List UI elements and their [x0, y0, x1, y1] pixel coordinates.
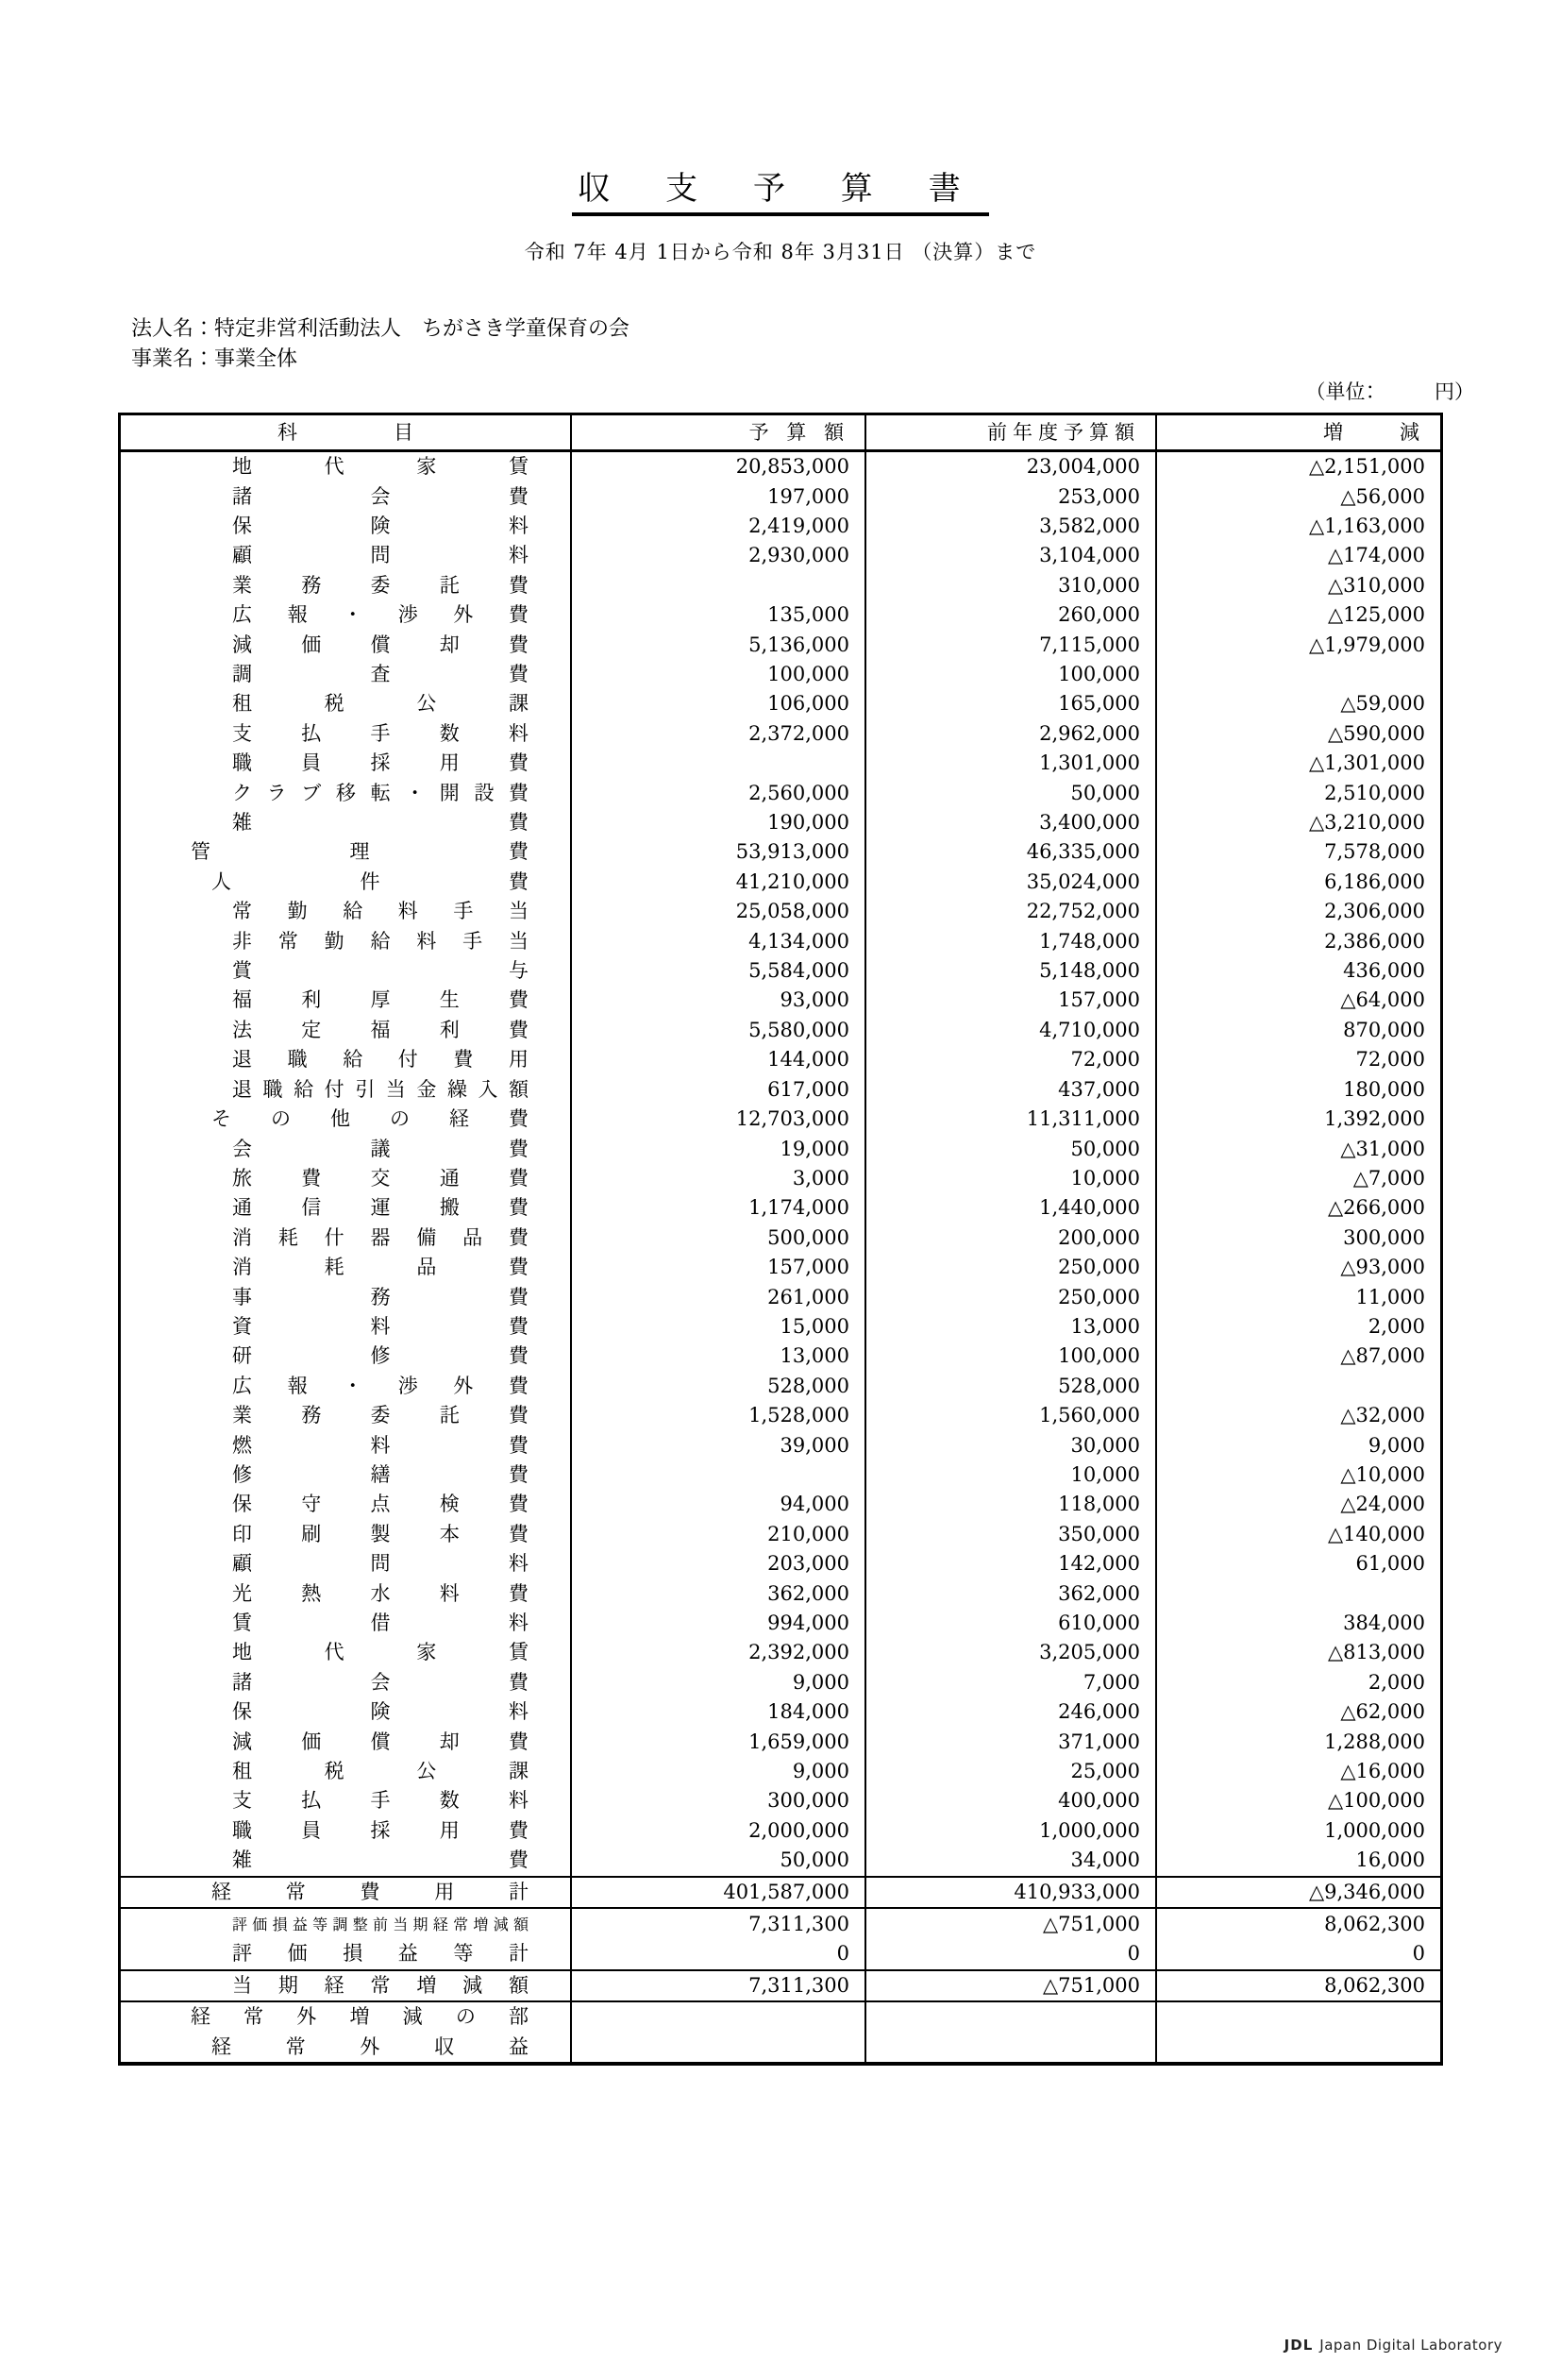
table-row [121, 1105, 1440, 1134]
table-row [121, 1372, 1440, 1401]
currency-unit-note: （単位： 円） [1305, 380, 1474, 404]
row-item-name: 資料費 [232, 1314, 529, 1338]
row-change-amount: 61,000 [1156, 1549, 1440, 1578]
row-change-amount: △62,000 [1156, 1697, 1440, 1727]
row-change-amount: △813,000 [1156, 1638, 1440, 1667]
row-current-budget: 210,000 [571, 1520, 865, 1549]
table-row [121, 1224, 1440, 1253]
row-item-name: 広報・渉外費 [232, 603, 529, 627]
row-change-amount [1156, 2001, 1440, 2032]
row-previous-budget: 23,004,000 [865, 451, 1156, 482]
organization-info [0, 314, 1561, 375]
table-row [121, 689, 1440, 718]
row-change-amount: 0 [1156, 1939, 1440, 1969]
business-name: 事業名：事業全体 [131, 347, 298, 372]
row-current-budget [571, 571, 865, 600]
column-header-current-budget: 予 算 額 [571, 415, 865, 451]
row-change-amount: △1,163,000 [1156, 512, 1440, 541]
row-current-budget: 1,174,000 [571, 1193, 865, 1223]
row-current-budget: 5,136,000 [571, 631, 865, 660]
table-row [121, 1164, 1440, 1193]
row-change-amount: △1,979,000 [1156, 631, 1440, 660]
title-container [0, 172, 1561, 216]
row-item-name: 退職給付引当金繰入額 [232, 1077, 529, 1101]
row-item-name: 保険料 [232, 514, 529, 537]
row-change-amount: △16,000 [1156, 1757, 1440, 1786]
table-row [121, 1075, 1440, 1105]
table-row [121, 1939, 1440, 1969]
row-item-name: 旅費交通費 [232, 1166, 529, 1190]
table-row [121, 1786, 1440, 1815]
row-current-budget: 144,000 [571, 1045, 865, 1074]
table-row [121, 1816, 1440, 1846]
row-item-name: 租税公課 [232, 1760, 529, 1783]
table-row [121, 600, 1440, 630]
row-previous-budget: 1,560,000 [865, 1401, 1156, 1430]
table-row [121, 1253, 1440, 1282]
row-current-budget: 2,419,000 [571, 512, 865, 541]
row-current-budget: 20,853,000 [571, 451, 865, 482]
budget-table [121, 415, 1440, 2062]
table-row [121, 1045, 1440, 1074]
row-change-amount: 1,288,000 [1156, 1728, 1440, 1757]
table-body [121, 451, 1440, 2062]
row-change-amount: △3,210,000 [1156, 808, 1440, 837]
column-header-change: 増 減 [1156, 415, 1440, 451]
row-current-budget: 5,584,000 [571, 956, 865, 986]
row-previous-budget: 253,000 [865, 482, 1156, 512]
row-previous-budget: 7,000 [865, 1668, 1156, 1697]
row-change-amount: △87,000 [1156, 1342, 1440, 1371]
row-item-name: 雑費 [232, 811, 529, 835]
table-row [121, 1431, 1440, 1460]
row-previous-budget: 34,000 [865, 1846, 1156, 1876]
row-current-budget: 2,560,000 [571, 779, 865, 808]
budget-document-page [0, 172, 1561, 2380]
row-change-amount: 16,000 [1156, 1846, 1440, 1876]
row-previous-budget: 72,000 [865, 1045, 1156, 1074]
row-previous-budget: 5,148,000 [865, 956, 1156, 986]
table-row [121, 1549, 1440, 1578]
row-change-amount: 2,386,000 [1156, 927, 1440, 956]
row-current-budget: 9,000 [571, 1757, 865, 1786]
table-row [121, 956, 1440, 986]
row-current-budget: 15,000 [571, 1312, 865, 1342]
row-change-amount: △590,000 [1156, 719, 1440, 749]
row-previous-budget: 46,335,000 [865, 837, 1156, 867]
budget-table-container [118, 413, 1443, 2066]
row-current-budget: 93,000 [571, 986, 865, 1015]
row-previous-budget: 250,000 [865, 1253, 1156, 1282]
corporation-name: 法人名：特定非営利活動法人 ちがさき学童保育の会 [131, 317, 630, 342]
row-item-name: 職員採用費 [232, 751, 529, 775]
row-current-budget: 2,372,000 [571, 719, 865, 749]
row-change-amount [1156, 1579, 1440, 1609]
row-item-name: 非常勤給料手当 [232, 929, 529, 953]
row-item-name: 経常外収益 [211, 2034, 529, 2058]
table-row [121, 719, 1440, 749]
row-change-amount: △100,000 [1156, 1786, 1440, 1815]
row-change-amount [1156, 2033, 1440, 2062]
row-current-budget: 157,000 [571, 1253, 865, 1282]
row-current-budget: 94,000 [571, 1490, 865, 1519]
table-row [121, 2001, 1440, 2032]
row-current-budget: 39,000 [571, 1431, 865, 1460]
table-row [121, 1728, 1440, 1757]
row-item-name: クラブ移転・開設費 [232, 781, 529, 804]
row-change-amount: △31,000 [1156, 1135, 1440, 1164]
row-item-name: 地代家賃 [232, 455, 529, 479]
table-row [121, 571, 1440, 600]
table-row [121, 1401, 1440, 1430]
row-previous-budget: 165,000 [865, 689, 1156, 718]
row-current-budget: 362,000 [571, 1579, 865, 1609]
row-item-name: 賃借料 [232, 1612, 529, 1635]
row-change-amount: 9,000 [1156, 1431, 1440, 1460]
row-change-amount: △1,301,000 [1156, 749, 1440, 778]
table-row [121, 2033, 1440, 2062]
row-item-name: 賞与 [232, 959, 529, 983]
table-row [121, 897, 1440, 926]
row-current-budget: 197,000 [571, 482, 865, 512]
table-row [121, 808, 1440, 837]
row-change-amount: △140,000 [1156, 1520, 1440, 1549]
row-current-budget: 261,000 [571, 1283, 865, 1312]
row-change-amount: △7,000 [1156, 1164, 1440, 1193]
row-item-name: 評価損益等調整前当期経常増減額 [121, 1908, 571, 1939]
table-row [121, 837, 1440, 867]
row-previous-budget: 10,000 [865, 1460, 1156, 1490]
row-item-name: 印刷製本費 [232, 1522, 529, 1545]
row-current-budget: 100,000 [571, 660, 865, 689]
row-change-amount: 870,000 [1156, 1016, 1440, 1045]
row-item-name: 退職給付費用 [232, 1048, 529, 1072]
row-item-name: 法定福利費 [232, 1018, 529, 1041]
row-current-budget: 53,913,000 [571, 837, 865, 867]
row-current-budget: 106,000 [571, 689, 865, 718]
row-change-amount: 6,186,000 [1156, 868, 1440, 897]
row-change-amount: △32,000 [1156, 1401, 1440, 1430]
row-change-amount: △56,000 [1156, 482, 1440, 512]
row-item-name: 修繕費 [232, 1462, 529, 1486]
row-previous-budget: 50,000 [865, 779, 1156, 808]
table-header [121, 415, 1440, 451]
row-item-name: 支払手数料 [232, 1789, 529, 1813]
row-item-name: 消耗品費 [232, 1256, 529, 1279]
row-previous-budget: 1,440,000 [865, 1193, 1156, 1223]
row-item-name: 調査費 [232, 663, 529, 686]
row-current-budget: 617,000 [571, 1075, 865, 1105]
row-change-amount: 436,000 [1156, 956, 1440, 986]
row-current-budget: 300,000 [571, 1786, 865, 1815]
row-current-budget: 9,000 [571, 1668, 865, 1697]
row-item-name: 広報・渉外費 [232, 1374, 529, 1397]
row-change-amount: △10,000 [1156, 1460, 1440, 1490]
jdl-full-name: Japan Digital Laboratory [1319, 2337, 1502, 2354]
row-previous-budget: 310,000 [865, 571, 1156, 600]
row-previous-budget: 3,582,000 [865, 512, 1156, 541]
row-change-amount: △9,346,000 [1156, 1877, 1440, 1908]
row-change-amount: △174,000 [1156, 541, 1440, 570]
row-item-name: 研修費 [232, 1344, 529, 1368]
table-row [121, 749, 1440, 778]
row-previous-budget: 22,752,000 [865, 897, 1156, 926]
table-row [121, 1908, 1440, 1939]
row-item-name: 支払手数料 [232, 721, 529, 745]
row-change-amount: 8,062,300 [1156, 1970, 1440, 2001]
period-subtitle: 令和 7年 4月 1日から令和 8年 3月31日 （決算）まで [524, 241, 1037, 264]
table-row [121, 1460, 1440, 1490]
row-previous-budget [865, 2001, 1156, 2032]
row-previous-budget: 7,115,000 [865, 631, 1156, 660]
row-change-amount: △64,000 [1156, 986, 1440, 1015]
row-previous-budget: 200,000 [865, 1224, 1156, 1253]
row-change-amount: △24,000 [1156, 1490, 1440, 1519]
row-current-budget [571, 2001, 865, 2032]
row-change-amount: 72,000 [1156, 1045, 1440, 1074]
row-current-budget: 184,000 [571, 1697, 865, 1727]
row-previous-budget: 100,000 [865, 660, 1156, 689]
row-previous-budget: 1,748,000 [865, 927, 1156, 956]
table-row [121, 986, 1440, 1015]
row-previous-budget: △751,000 [865, 1908, 1156, 1939]
table-row [121, 1283, 1440, 1312]
table-row [121, 451, 1440, 482]
row-change-amount: 2,000 [1156, 1668, 1440, 1697]
row-item-name: 地代家賃 [232, 1641, 529, 1664]
row-item-name: その他の経費 [211, 1107, 529, 1131]
table-header-row [121, 415, 1440, 451]
row-previous-budget: 3,400,000 [865, 808, 1156, 837]
row-previous-budget: 0 [865, 1939, 1156, 1969]
row-change-amount: 11,000 [1156, 1283, 1440, 1312]
row-item-name: 保険料 [232, 1700, 529, 1724]
table-row [121, 541, 1440, 570]
row-previous-budget: 30,000 [865, 1431, 1156, 1460]
table-row [121, 512, 1440, 541]
row-previous-budget: 260,000 [865, 600, 1156, 630]
row-current-budget: 0 [571, 1939, 865, 1969]
row-previous-budget: 437,000 [865, 1075, 1156, 1105]
table-row [121, 631, 1440, 660]
row-previous-budget: 250,000 [865, 1283, 1156, 1312]
row-item-name: 諸会費 [232, 484, 529, 508]
row-item-name: 保守点検費 [232, 1493, 529, 1516]
row-previous-budget: 50,000 [865, 1135, 1156, 1164]
row-current-budget: 401,587,000 [571, 1877, 865, 1908]
table-row [121, 868, 1440, 897]
row-item-name: 経常外増減の部 [121, 2001, 571, 2032]
table-row [121, 1609, 1440, 1638]
row-current-budget: 4,134,000 [571, 927, 865, 956]
row-previous-budget: 100,000 [865, 1342, 1156, 1371]
table-row [121, 1520, 1440, 1549]
row-previous-budget: 610,000 [865, 1609, 1156, 1638]
row-change-amount: △125,000 [1156, 600, 1440, 630]
table-row [121, 660, 1440, 689]
row-previous-budget: 528,000 [865, 1372, 1156, 1401]
row-current-budget: 2,392,000 [571, 1638, 865, 1667]
row-current-budget: 3,000 [571, 1164, 865, 1193]
footer-branding [1284, 2337, 1502, 2354]
column-header-previous-budget: 前年度予算額 [865, 415, 1156, 451]
row-current-budget: 528,000 [571, 1372, 865, 1401]
table-row [121, 927, 1440, 956]
row-item-name: 租税公課 [232, 692, 529, 716]
row-item-name: 業務委託費 [232, 1404, 529, 1427]
table-row [121, 779, 1440, 808]
table-row [121, 1877, 1440, 1908]
column-header-item: 科 目 [121, 415, 571, 451]
row-change-amount: 7,578,000 [1156, 837, 1440, 867]
table-row [121, 1490, 1440, 1519]
row-previous-budget: △751,000 [865, 1970, 1156, 2001]
row-current-budget: 1,528,000 [571, 1401, 865, 1430]
row-item-name: 燃料費 [232, 1433, 529, 1457]
row-current-budget: 25,058,000 [571, 897, 865, 926]
table-row [121, 482, 1440, 512]
row-previous-budget: 410,933,000 [865, 1877, 1156, 1908]
row-previous-budget: 4,710,000 [865, 1016, 1156, 1045]
row-current-budget: 7,311,300 [571, 1970, 865, 2001]
row-change-amount [1156, 660, 1440, 689]
row-previous-budget: 2,962,000 [865, 719, 1156, 749]
row-item-name: 諸会費 [232, 1670, 529, 1694]
row-item-name: 評価損益等計 [232, 1942, 529, 1966]
row-current-budget: 135,000 [571, 600, 865, 630]
row-item-name: 雑費 [232, 1848, 529, 1872]
row-previous-budget: 371,000 [865, 1728, 1156, 1757]
row-change-amount: 300,000 [1156, 1224, 1440, 1253]
row-item-name: 通信運搬費 [232, 1196, 529, 1220]
table-row [121, 1342, 1440, 1371]
row-change-amount: △93,000 [1156, 1253, 1440, 1282]
row-item-name: 福利厚生費 [232, 988, 529, 1012]
row-current-budget: 203,000 [571, 1549, 865, 1578]
row-item-name: 管理費 [191, 840, 529, 864]
row-change-amount: 384,000 [1156, 1609, 1440, 1638]
row-current-budget: 994,000 [571, 1609, 865, 1638]
row-previous-budget: 118,000 [865, 1490, 1156, 1519]
table-row [121, 1697, 1440, 1727]
table-row [121, 1579, 1440, 1609]
row-current-budget: 41,210,000 [571, 868, 865, 897]
row-current-budget: 2,930,000 [571, 541, 865, 570]
row-previous-budget: 13,000 [865, 1312, 1156, 1342]
row-change-amount: △266,000 [1156, 1193, 1440, 1223]
row-previous-budget: 1,000,000 [865, 1816, 1156, 1846]
table-row [121, 1193, 1440, 1223]
row-item-name: 当期経常増減額 [121, 1970, 571, 2001]
row-previous-budget: 142,000 [865, 1549, 1156, 1578]
row-change-amount [1156, 1372, 1440, 1401]
row-current-budget [571, 2033, 865, 2062]
page-title: 収 支 予 算 書 [572, 172, 988, 216]
row-change-amount: 2,510,000 [1156, 779, 1440, 808]
row-item-name: 会議費 [232, 1137, 529, 1160]
row-change-amount: 180,000 [1156, 1075, 1440, 1105]
row-current-budget: 190,000 [571, 808, 865, 837]
row-current-budget: 12,703,000 [571, 1105, 865, 1134]
row-change-amount: 8,062,300 [1156, 1908, 1440, 1939]
row-previous-budget: 246,000 [865, 1697, 1156, 1727]
row-change-amount: 1,392,000 [1156, 1105, 1440, 1134]
row-change-amount: △59,000 [1156, 689, 1440, 718]
table-row [121, 1312, 1440, 1342]
row-current-budget: 50,000 [571, 1846, 865, 1876]
table-row [121, 1135, 1440, 1164]
row-current-budget: 1,659,000 [571, 1728, 865, 1757]
table-row [121, 1668, 1440, 1697]
row-previous-budget: 3,104,000 [865, 541, 1156, 570]
row-previous-budget: 10,000 [865, 1164, 1156, 1193]
row-previous-budget: 1,301,000 [865, 749, 1156, 778]
row-item-name: 顧問料 [232, 544, 529, 567]
row-change-amount: 2,306,000 [1156, 897, 1440, 926]
row-current-budget: 19,000 [571, 1135, 865, 1164]
row-item-name: 事務費 [232, 1285, 529, 1308]
row-previous-budget: 11,311,000 [865, 1105, 1156, 1134]
row-current-budget [571, 749, 865, 778]
row-previous-budget: 362,000 [865, 1579, 1156, 1609]
row-previous-budget: 25,000 [865, 1757, 1156, 1786]
row-item-name: 業務委託費 [232, 573, 529, 597]
row-item-name: 経常費用計 [121, 1877, 571, 1908]
row-current-budget [571, 1460, 865, 1490]
row-change-amount: 1,000,000 [1156, 1816, 1440, 1846]
row-item-name: 減価償却費 [232, 1730, 529, 1753]
table-row [121, 1638, 1440, 1667]
row-previous-budget: 400,000 [865, 1786, 1156, 1815]
row-previous-budget: 157,000 [865, 986, 1156, 1015]
table-row [121, 1757, 1440, 1786]
row-item-name: 人件費 [211, 869, 529, 893]
table-row [121, 1970, 1440, 2001]
row-change-amount: 2,000 [1156, 1312, 1440, 1342]
row-item-name: 常勤給料手当 [232, 900, 529, 923]
row-item-name: 光熱水料費 [232, 1581, 529, 1605]
row-previous-budget: 3,205,000 [865, 1638, 1156, 1667]
row-current-budget: 500,000 [571, 1224, 865, 1253]
table-row [121, 1016, 1440, 1045]
row-change-amount: △310,000 [1156, 571, 1440, 600]
row-previous-budget [865, 2033, 1156, 2062]
row-item-name: 減価償却費 [232, 633, 529, 656]
jdl-logo: JDL [1284, 2337, 1314, 2354]
row-item-name: 消耗什器備品費 [232, 1225, 529, 1249]
table-row [121, 1846, 1440, 1876]
row-item-name: 職員採用費 [232, 1818, 529, 1842]
row-current-budget: 5,580,000 [571, 1016, 865, 1045]
row-previous-budget: 35,024,000 [865, 868, 1156, 897]
row-previous-budget: 350,000 [865, 1520, 1156, 1549]
row-current-budget: 2,000,000 [571, 1816, 865, 1846]
row-change-amount: △2,151,000 [1156, 451, 1440, 482]
row-current-budget: 7,311,300 [571, 1908, 865, 1939]
row-current-budget: 13,000 [571, 1342, 865, 1371]
row-item-name: 顧問料 [232, 1552, 529, 1576]
